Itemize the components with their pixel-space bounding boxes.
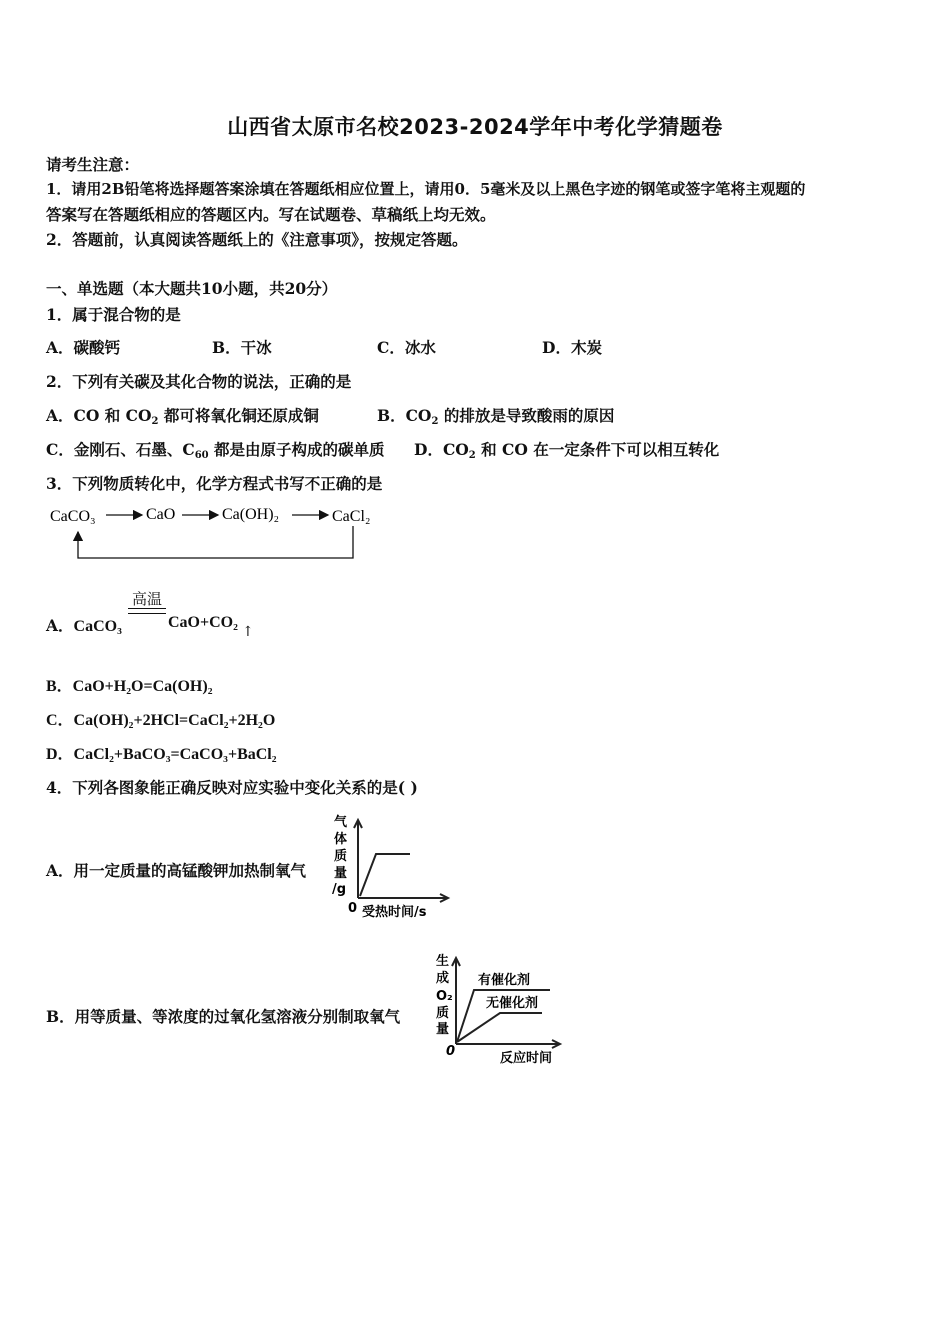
chain-caco3: CaCO₃: [50, 508, 96, 525]
question-3-stem: 3．下列物质转化中，化学方程式书写不正确的是: [46, 474, 383, 493]
q2-b-sub: 2: [431, 416, 439, 427]
q2-a-sub: 2: [151, 416, 159, 427]
a-origin: 0: [348, 901, 358, 916]
a-ylabel-1: 气: [334, 815, 348, 830]
q2-option-c[interactable]: [46, 438, 385, 460]
b-line-label-1: 有催化剂: [478, 973, 531, 988]
q3-option-a[interactable]: [46, 614, 122, 636]
q2-option-b[interactable]: [377, 404, 614, 426]
question-4-stem: 4．下列各图象能正确反映对应实验中变化关系的是( ): [46, 778, 418, 797]
q2-d-sub: 2: [468, 450, 476, 461]
q2-option-d[interactable]: [414, 438, 719, 460]
gas-up-arrow: ↑: [242, 624, 254, 640]
question-1-stem: 1．属于混合物的是: [46, 305, 181, 324]
b-ylabel-5: 量: [436, 1022, 450, 1037]
b-ylabel-3: O₂: [436, 989, 453, 1004]
q2-d-text: D．CO: [414, 440, 469, 459]
page-title: 山西省太原市名校2023-2024学年中考化学猜题卷: [227, 115, 723, 139]
q3-a-label: A．: [46, 616, 74, 635]
q4-option-b[interactable]: B．用等质量、等浓度的过氧化氢溶液分别制取氧气: [46, 1007, 401, 1026]
b-xlabel: 反应时间: [500, 1051, 553, 1066]
q1-option-a[interactable]: A．碳酸钙: [46, 338, 121, 357]
q2-c-text: C．金刚石、石墨、C: [46, 440, 195, 459]
q2-a-text: A．CO 和 CO: [46, 406, 152, 425]
b-ylabel-4: 质: [436, 1006, 450, 1021]
chain-return-arrow: [78, 526, 353, 558]
q3-option-b[interactable]: B．CaO+H₂O=Ca(OH)₂: [46, 678, 213, 695]
q2-d-text-2: 和 CO 在一定条件下可以相互转化: [475, 440, 720, 459]
b-line-label-2: 无催化剂: [486, 996, 539, 1011]
q3-a-equals-sign: [128, 608, 166, 614]
a-ylabel-4: 量: [334, 866, 348, 881]
section-heading: 一、单选题（本大题共10小题，共20分）: [46, 279, 338, 298]
q2-b-text: B．CO: [377, 406, 432, 425]
q4-a-graph: [326, 810, 456, 925]
q2-b-text-2: 的排放是导致酸雨的原因: [438, 406, 615, 425]
q2-c-sub: 60: [194, 450, 209, 461]
a-ylabel-3: 质: [334, 849, 348, 864]
question-2-stem: 2．下列有关碳及其化合物的说法，正确的是: [46, 372, 352, 391]
notice-line-1: 1．请用2B铅笔将选择题答案涂填在答题纸相应位置上，请用0．5毫米及以上黑色字迹的钢笔或签字笔将主观题的: [46, 180, 806, 198]
chain-cacl2: CaCl₂: [332, 508, 371, 525]
notice-line-1b: 答案写在答题纸相应的答题区内。写在试题卷、草稿纸上均无效。: [46, 205, 496, 224]
conversion-chain-diagram: [46, 500, 386, 564]
q1-option-c[interactable]: C．冰水: [377, 338, 436, 357]
q4-option-a[interactable]: A．用一定质量的高锰酸钾加热制氧气: [46, 861, 307, 880]
a-ylabel-5: /g: [332, 882, 347, 897]
q3-a-condition: 高温: [131, 590, 162, 608]
notice-line-2: 2．答题前，认真阅读答题纸上的《注意事项》，按规定答题。: [46, 230, 468, 249]
a-ylabel-2: 体: [334, 832, 348, 847]
b-curve-no-catalyst: [457, 1013, 542, 1042]
q3-a-reactant: CaCO₃: [73, 618, 122, 635]
q2-c-text-2: 都是由原子构成的碳单质: [208, 440, 385, 459]
a-curve: [360, 854, 410, 896]
b-ylabel-1: 生: [436, 954, 450, 969]
b-origin: 0: [446, 1044, 456, 1059]
notice-heading: 请考生注意：: [46, 155, 140, 174]
q3-option-c[interactable]: C．Ca(OH)₂+2HCl=CaCl₂+2H₂O: [46, 712, 276, 729]
q3-a-products: CaO+CO₂: [168, 614, 238, 631]
chain-caoh2: Ca(OH)₂: [222, 506, 280, 523]
a-xlabel: 受热时间/s: [362, 905, 427, 920]
q1-option-d[interactable]: D．木炭: [542, 338, 602, 357]
q1-option-b[interactable]: B．干冰: [212, 338, 272, 357]
q3-option-d[interactable]: D．CaCl₂+BaCO₃=CaCO₃+BaCl₂: [46, 746, 277, 763]
chain-cao: CaO: [146, 506, 176, 523]
q2-option-a[interactable]: [46, 404, 319, 426]
q2-a-text-2: 都可将氧化铜还原成铜: [158, 406, 319, 425]
q4-b-graph: [430, 950, 570, 1068]
b-ylabel-2: 成: [436, 971, 450, 986]
